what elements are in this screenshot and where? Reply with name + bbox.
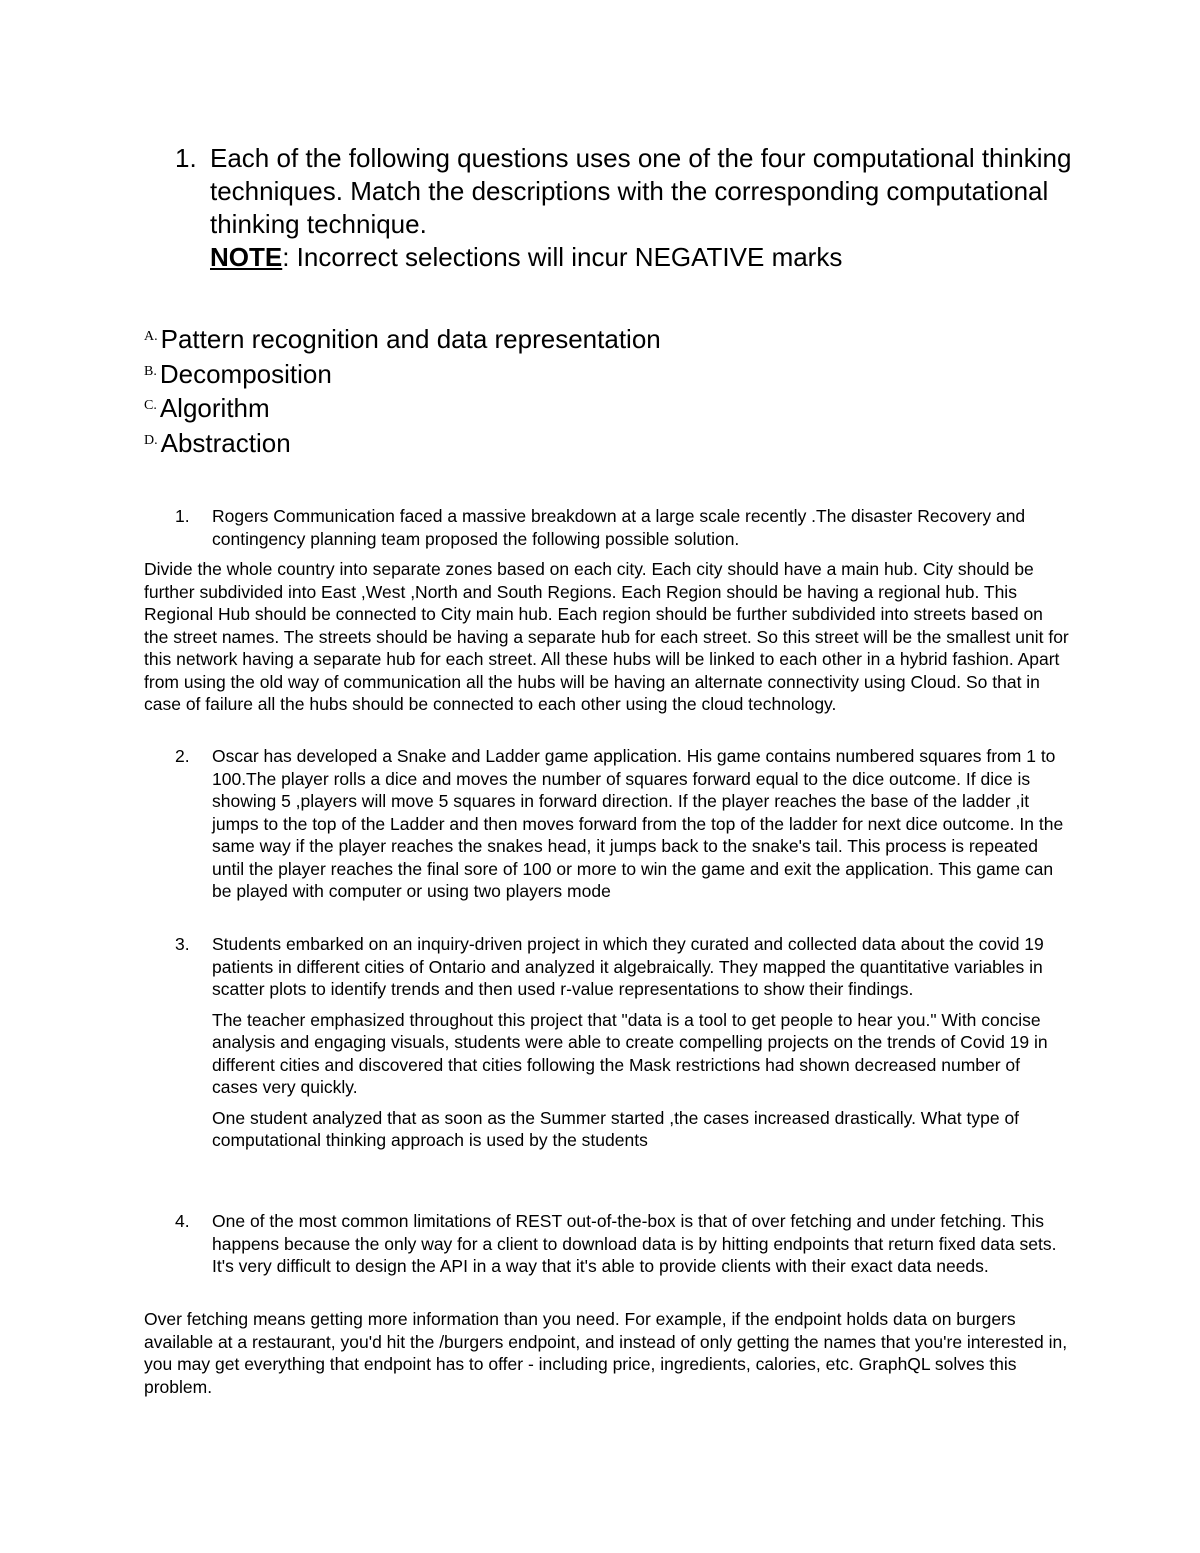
option-a [144,322,1044,357]
item-text: Oscar has developed a Snake and Ladder game application. His game contains numbered squares from 1 to 100.The player rolls a dice and moves the number of squares forward equal to the dice outcome. If dice is showing 5 ,players will move 5 squares in forward direction. If the player reaches the base of the ladder ,it jumps to the top of the Ladder and then moves forward from the top of the ladder for next dice outcome. In the same way if the player reaches the snakes head, it jumps back to the snake's tail. This process is repeated until the player reaches the final sore of 100 or more to win the game and exit the application. This game can be played with computer or using two players mode [212,746,1064,901]
item-number: 1. [175,506,190,526]
option-c [144,391,1044,426]
main-question-number: 1. [175,143,197,173]
item-number: 2. [175,746,190,766]
options-list [144,322,1044,460]
item-3 [175,933,1065,1160]
item-4 [175,1210,1065,1278]
option-letter: A. [144,329,158,344]
note-label: NOTE [210,242,283,272]
option-label: Decomposition [159,358,332,389]
option-label: Algorithm [159,393,270,423]
item-4-followup: Over fetching means getting more information than you need. For example, if the endpoint holds data on burgers available at a restaurant, you'd hit the /burgers endpoint, and instead of only getting the names that you're interested in, you may get everything that endpoint has to offer - including price, ingredients, calories, etc. GraphQL solves this problem. [144,1309,1068,1397]
main-question-text: Each of the following questions uses one of the four computational thinking techniques. Match the descriptions with the corresponding computational thinking technique. [210,143,1072,239]
option-letter: B. [144,363,157,379]
option-d [144,426,1044,461]
option-label: Abstraction [160,427,291,458]
option-b [144,357,1044,392]
main-question [175,142,1075,274]
item-text-2: The teacher emphasized throughout this project that "data is a tool to get people to hear you." With concise analysis and engaging visuals, students were able to create compelling projects on the trends of Covid 19 in different cities and discovered that cities following the Mask restrictions had shown decreased number of cases very quickly. [212,1009,1048,1097]
item-text-3: One student analyzed that as soon as the Summer started ,the cases increased drastically. What type of computational thinking approach is used by the students [212,1107,1020,1150]
note-text: : Incorrect selections will incur NEGATIVE marks [282,242,843,272]
item-number: 3. [175,934,190,954]
item-number: 4. [175,1211,190,1231]
item-text: Students embarked on an inquiry-driven project in which they curated and collected data about the covid 19 patients in different cities of Ontario and analyzed it algebraically. They mapped the quantitative variables in scatter plots to identify trends and then used r-value representations to show their findings. [212,934,1044,999]
note-line [210,241,1075,274]
item-1 [175,505,1065,550]
item-2 [175,745,1065,903]
option-letter: D. [144,432,158,448]
item-1-followup: Divide the whole country into separate zones based on each city. Each city should have a main hub. City should be further subdivided into East ,West ,North and South Regions. Each Region should be having a regional hub. This Regional Hub should be connected to City main hub. Each region should be further subdivided into streets based on the street names. The streets should be having a separate hub for each street. So this street will be the smallest unit for this network having a separate hub for each street. All these hubs will be linked to each other in a hybrid fashion. Apart from using the old way of communication all the hubs will be having an alternate connectivity using Cloud. So that in case of failure all the hubs should be connected to each other using the cloud technology. [144,559,1069,714]
item-text: One of the most common limitations of REST out-of-the-box is that of over fetching and under fetching. This happens because the only way for a client to download data is by hitting endpoints that return fixed data sets. It's very difficult to design the API in a way that it's able to provide clients with their exact data needs. [212,1211,1057,1276]
item-text: Rogers Communication faced a massive breakdown at a large scale recently .The disaster Recovery and contingency planning team proposed the following possible solution. [212,506,1026,549]
option-label: Pattern recognition and data representation [160,324,661,354]
option-letter: C. [144,398,157,413]
